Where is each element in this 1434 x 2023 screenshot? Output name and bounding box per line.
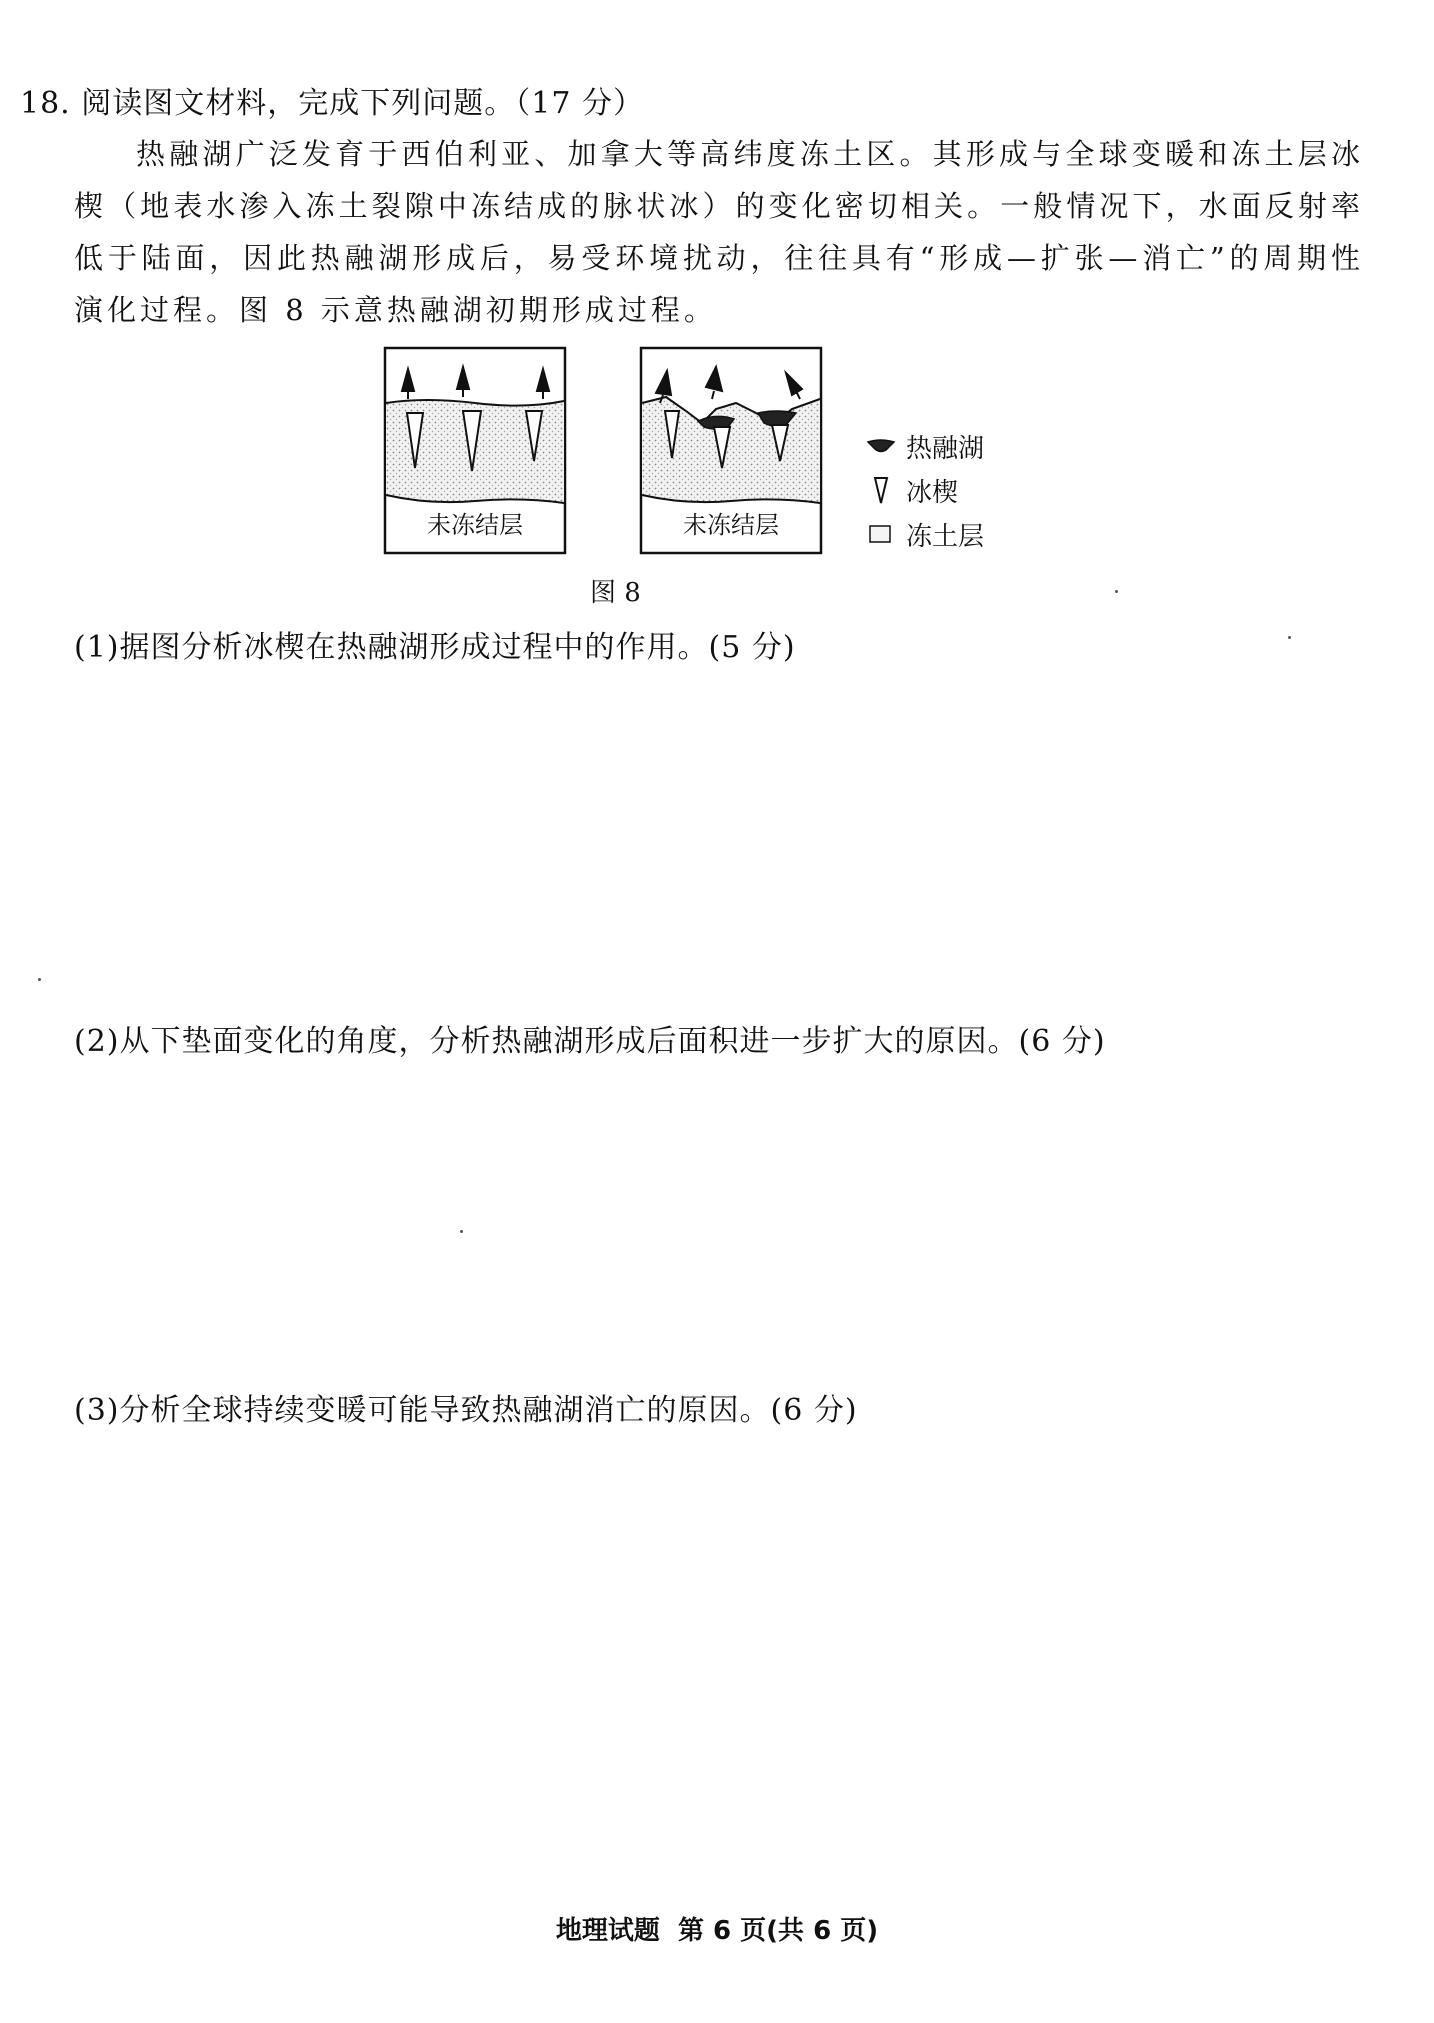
question-heading: 18. 阅读图文材料，完成下列问题。（17 分）	[20, 86, 644, 121]
lake-icon	[866, 434, 896, 458]
figure-legend	[866, 424, 1016, 556]
frozen-soil-icon	[866, 522, 896, 546]
scan-noise	[460, 1230, 463, 1233]
ice-wedge-icon	[866, 475, 896, 505]
scan-noise	[1288, 636, 1291, 639]
scan-noise	[38, 978, 41, 981]
legend-item-lake	[866, 424, 1016, 468]
panel1-label: 未冻结层	[427, 511, 523, 539]
panel-before	[385, 348, 565, 553]
subquestion-2: (2)从下垫面变化的角度，分析热融湖形成后面积进一步扩大的原因。(6 分)	[74, 1024, 1106, 1059]
subquestion-1: (1)据图分析冰楔在热融湖形成过程中的作用。(5 分)	[74, 630, 796, 665]
panel2-label: 未冻结层	[683, 511, 779, 539]
subquestion-3: (3)分析全球持续变暖可能导致热融湖消亡的原因。(6 分)	[74, 1393, 858, 1428]
scan-noise	[1115, 590, 1118, 593]
legend-label-ice-wedge: 冰楔	[906, 477, 959, 508]
legend-label-frozen-soil: 冻土层	[906, 521, 985, 552]
legend-item-ice-wedge	[866, 468, 1016, 512]
panel-after	[641, 348, 821, 553]
legend-item-frozen-soil	[866, 512, 1016, 556]
legend-label-lake: 热融湖	[906, 433, 985, 464]
question-paragraph: 热融湖广泛发育于西伯利亚、加拿大等高纬度冻土区。其形成与全球变暖和冻土层冰楔（地表水渗入冻土裂隙中冻结成的脉状冰）的变化密切相关。一般情况下，水面反射率低于陆面，因此热融湖形成后，易受环境扰动，往往具有“形成—扩张—消亡”的周期性演化过程。图 8 示意热融湖初期形成过程。	[74, 137, 1364, 327]
page-footer: 地理试题 第 6 页(共 6 页)	[555, 1916, 879, 1946]
figure-caption: 图 8	[590, 578, 641, 608]
